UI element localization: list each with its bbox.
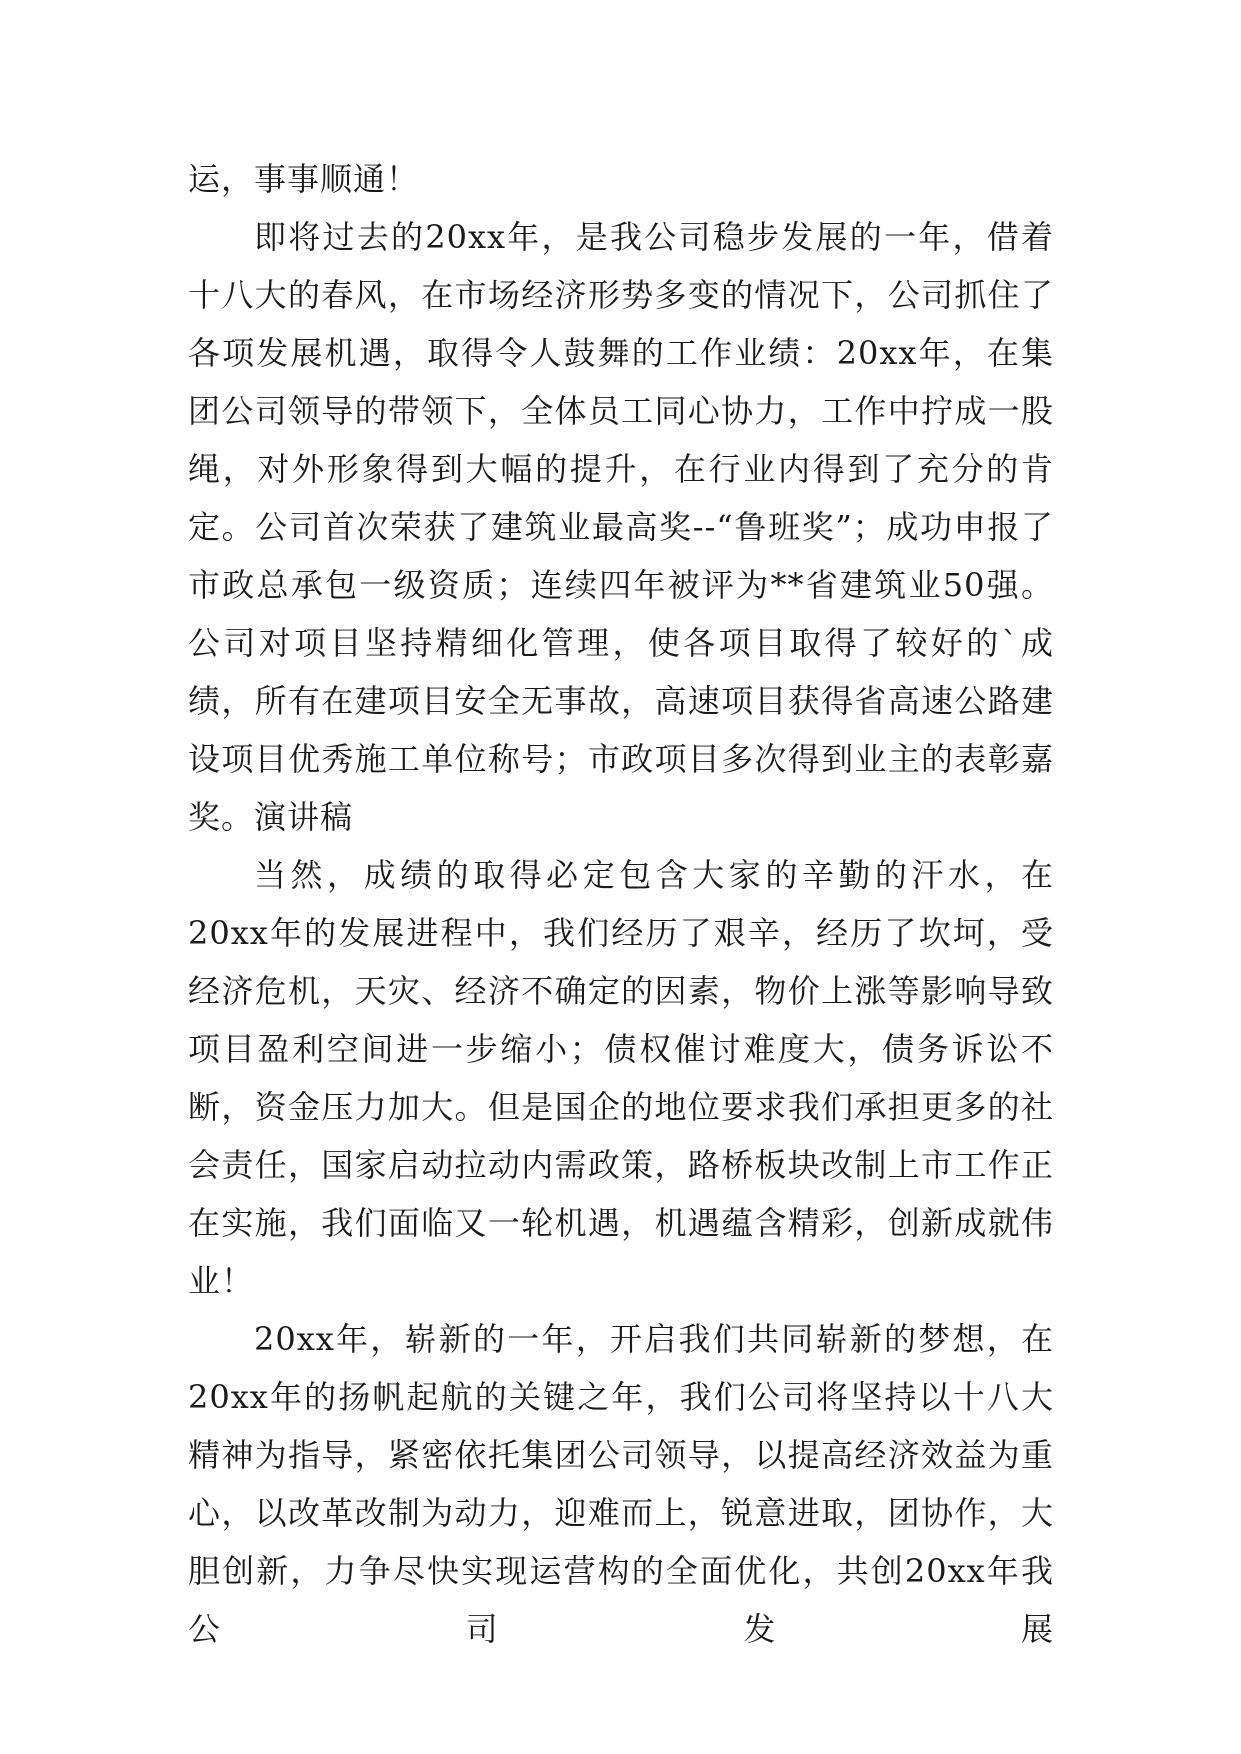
paragraph-3: 当然，成绩的取得必定包含大家的辛勤的汗水，在20xx年的发展进程中，我们经历了艰辛，经历了坎坷，受经济危机，天灾、经济不确定的因素，物价上涨等影响导致项目盈利空间进一步缩小；债权催讨难度大，债务诉讼不断，资金压力加大。但是国企的地位要求我们承担更多的社会责任，国家启动拉动内需政策，路桥板块改制上市工作正在实施，我们面临又一轮机遇，机遇蕴含精彩，创新成就伟业！ [188,856,1054,1300]
paragraph-4: 20xx年，崭新的一年，开启我们共同崭新的梦想，在20xx年的扬帆起航的关键之年，我们公司将坚持以十八大精神为指导，紧密依托集团公司领导，以提高经济效益为重心，以改革改制为动力，迎难而上，锐意进取，团协作，大胆创新，力争尽快实现运营构的全面优化，共创20xx年我公司发展 [188,1320,1054,1648]
paragraph-2: 即将过去的20xx年，是我公司稳步发展的一年，借着十八大的春风，在市场经济形势多变的情况下，公司抓住了各项发展机遇，取得令人鼓舞的工作业绩：20xx年，在集团公司领导的带领下，全体员工同心协力，工作中拧成一股绳，对外形象得到大幅的提升，在行业内得到了充分的肯定。公司首次荣获了建筑业最高奖--“鲁班奖”；成功申报了市政总承包一级资质；连续四年被评为**省建筑业50强。公司对项目坚持精细化管理，使各项目取得了较好的`成绩，所有在建项目安全无事故，高速项目获得省高速公路建设项目优秀施工单位称号；市政项目多次得到业主的表彰嘉奖。演讲稿 [188,218,1054,836]
paragraph-1: 运，事事顺通！ [188,160,420,198]
document-body [188,150,1054,1658]
